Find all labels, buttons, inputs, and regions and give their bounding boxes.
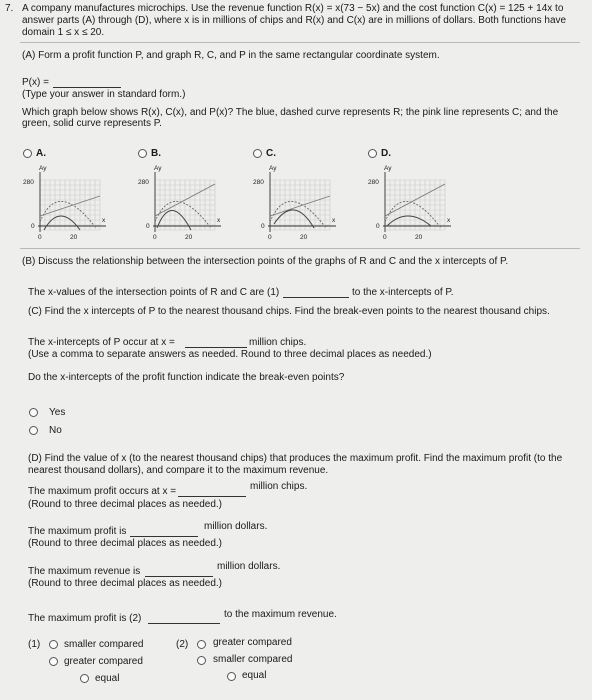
partC-prompt: (C) Find the x intercepts of P to the nearest thousand chips. Find the break-even points to the nearest thousand chips. [28, 306, 550, 317]
graph-question-line2: green, solid curve represents P. [22, 118, 162, 129]
choice2-greater-radio[interactable] [197, 640, 206, 649]
choice2-equal-radio[interactable] [227, 672, 236, 681]
round-hint: (Round to three decimal places as needed.) [28, 578, 223, 589]
y-tick-label: 0 [376, 223, 380, 230]
y-axis-label: Ay [39, 165, 47, 172]
max-profit-x-input[interactable] [178, 496, 246, 497]
partB-statement: The x-values of the intersection points of R and C are (1) [28, 287, 280, 298]
choice1-equal-radio[interactable] [80, 674, 89, 683]
choice1-greater-radio[interactable] [49, 657, 58, 666]
partB-prompt: (B) Discuss the relationship between the intersection points of the graphs of R and C and the x intercepts of P. [22, 256, 509, 267]
yes-radio[interactable] [29, 408, 38, 417]
choice1-smaller-label: smaller compared [64, 639, 144, 650]
breakeven-question: Do the x-intercepts of the profit function indicate the break-even points? [28, 372, 345, 383]
compare-statement: The maximum profit is (2) [28, 613, 142, 624]
max-profit-x-label: The maximum profit occurs at x = [28, 486, 177, 497]
x-tick-label: 20 [415, 234, 423, 241]
x-axis-label: x [102, 217, 106, 224]
dropdown-1-blank[interactable] [283, 297, 349, 298]
graph-thumbnail[interactable] [133, 160, 229, 244]
problem-text-line2: answer parts (A) through (D), where x is in millions of chips and R(x) and C(x) are in millions of dollars. Both functions have [22, 15, 567, 26]
y-tick-label: 280 [253, 179, 264, 186]
x-axis-label: x [332, 217, 336, 224]
y-tick-label: 280 [368, 179, 379, 186]
partC-hint: (Use a comma to separate answers as needed. Round to three decimal places as needed.) [28, 349, 432, 360]
graph-question-line1: Which graph below shows R(x), C(x), and P(x)? The blue, dashed curve represents R; the pink line represents C; and the [22, 107, 559, 118]
max-profit-x-unit: million chips. [250, 481, 308, 492]
round-hint: (Round to three decimal places as needed.) [28, 499, 223, 510]
graph-option-label: A. [36, 148, 46, 159]
choice1-greater-label: greater compared [64, 656, 143, 667]
choice2-smaller-label: smaller compared [213, 654, 293, 665]
px-answer-input[interactable] [53, 87, 121, 88]
x-intercepts-input[interactable] [185, 347, 247, 348]
max-profit-input[interactable] [130, 536, 198, 537]
graph-option-label: B. [151, 148, 161, 159]
x-tick-label: 20 [70, 234, 78, 241]
yes-label: Yes [49, 407, 66, 418]
y-tick-label: 280 [138, 179, 149, 186]
choice2-smaller-radio[interactable] [197, 656, 206, 665]
graph-option-radio[interactable] [23, 149, 32, 158]
graph-thumbnail[interactable] [18, 160, 114, 244]
choice1-smaller-radio[interactable] [49, 640, 58, 649]
max-revenue-input[interactable] [145, 576, 213, 577]
graph-thumbnail[interactable] [248, 160, 344, 244]
x-axis-label: x [447, 217, 451, 224]
x-tick-label: 0 [268, 234, 272, 241]
compare-statement-end: to the maximum revenue. [224, 609, 337, 620]
y-tick-label: 280 [23, 179, 34, 186]
x-tick-label: 0 [38, 234, 42, 241]
graph-option-label: C. [266, 148, 276, 159]
y-tick-label: 0 [146, 223, 150, 230]
max-revenue-label: The maximum revenue is [28, 566, 141, 577]
profit-curve [387, 216, 431, 226]
partD-prompt-line1: (D) Find the value of x (to the nearest thousand chips) that produces the maximum profit. Find the maximum profit (to the [28, 453, 563, 464]
divider [20, 42, 580, 43]
partC-statement: The x-intercepts of P occur at x = [28, 337, 175, 348]
problem-number: 7. [5, 3, 14, 14]
problem-text-line3: domain 1 ≤ x ≤ 20. [22, 27, 105, 38]
y-axis-label: Ay [154, 165, 162, 172]
choice2-greater-label: greater compared [213, 637, 292, 648]
partC-unit: million chips. [249, 337, 307, 348]
dropdown-2-blank[interactable] [148, 623, 220, 624]
x-tick-label: 20 [185, 234, 193, 241]
problem-text-line1: A company manufactures microchips. Use the revenue function R(x) = x(73 − 5x) and the cost function C(x) = 125 + 14x to [22, 3, 564, 14]
px-label: P(x) = [22, 77, 49, 88]
choices2-tag: (2) [176, 639, 189, 650]
graph-option-radio[interactable] [138, 149, 147, 158]
y-tick-label: 0 [261, 223, 265, 230]
graph-option-radio[interactable] [368, 149, 377, 158]
choice1-equal-label: equal [95, 673, 120, 684]
choice2-equal-label: equal [242, 670, 267, 681]
round-hint: (Round to three decimal places as needed.) [28, 538, 223, 549]
max-revenue-unit: million dollars. [217, 561, 281, 572]
partB-statement-end: to the x-intercepts of P. [352, 287, 454, 298]
x-axis-label: x [217, 217, 221, 224]
graph-option-radio[interactable] [253, 149, 262, 158]
no-label: No [49, 425, 62, 436]
y-axis-label: Ay [384, 165, 392, 172]
x-tick-label: 0 [383, 234, 387, 241]
partA-prompt: (A) Form a profit function P, and graph R, C, and P in the same rectangular coordinate system. [22, 50, 440, 61]
graph-thumbnail[interactable] [363, 160, 459, 244]
profit-curve [44, 216, 80, 230]
axes [383, 172, 451, 232]
x-tick-label: 20 [300, 234, 308, 241]
choices1-tag: (1) [28, 639, 41, 650]
divider [20, 248, 580, 249]
y-axis-label: Ay [269, 165, 277, 172]
max-profit-label: The maximum profit is [28, 526, 127, 537]
px-hint: (Type your answer in standard form.) [22, 89, 186, 100]
graph-option-label: D. [381, 148, 391, 159]
max-profit-unit: million dollars. [204, 521, 268, 532]
y-tick-label: 0 [31, 223, 35, 230]
axes [268, 172, 336, 232]
x-tick-label: 0 [153, 234, 157, 241]
no-radio[interactable] [29, 426, 38, 435]
partD-prompt-line2: nearest thousand dollars), and compare it to the maximum revenue. [28, 465, 329, 476]
